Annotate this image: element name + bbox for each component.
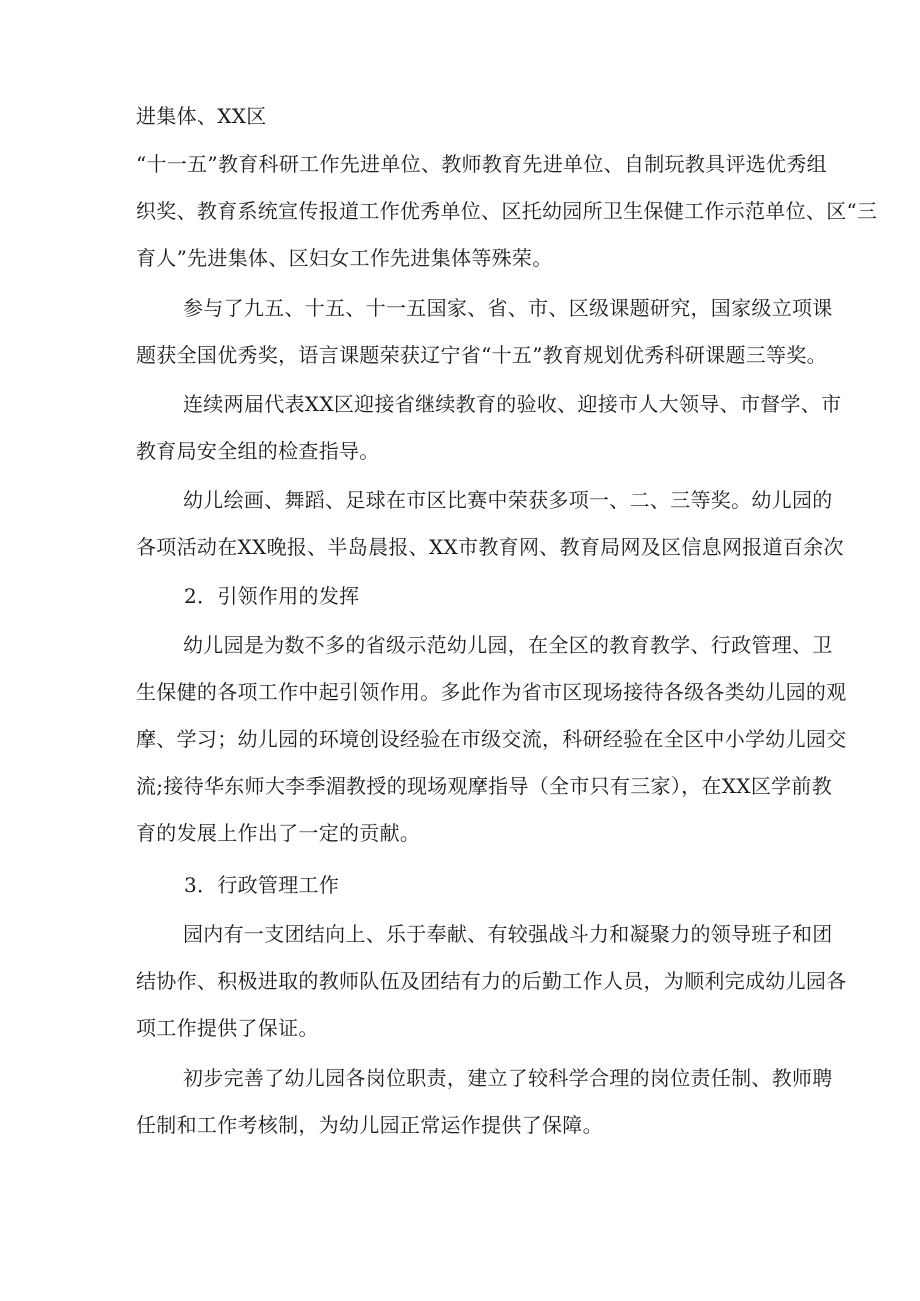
section-heading: 3．行政管理工作 <box>184 873 340 897</box>
text-line: 教育局安全组的检查指导。 <box>136 439 380 463</box>
text-line: 项工作提供了保证。 <box>136 1016 319 1040</box>
text-line: 幼儿绘画、舞蹈、足球在市区比赛中荣获多项一、二、三等奖。幼儿园的 <box>183 488 833 512</box>
text-line: 摩、学习；幼儿园的环境创设经验在市级交流，科研经验在全区中小学幼儿园交 <box>136 727 847 751</box>
text-line: 流;接待华东师大李季湄教授的现场观摩指导（全市只有三家），在XX区学前教 <box>136 774 833 798</box>
text-line: 园内有一支团结向上、乐于奉献、有较强战斗力和凝聚力的领导班子和团 <box>183 922 833 946</box>
text-line: 育的发展上作出了一定的贡献。 <box>136 821 421 845</box>
text-line: 各项活动在XX晚报、半岛晨报、XX市教育网、教育局网及区信息网报道百余次 <box>136 535 844 559</box>
text-line: 题获全国优秀奖，语言课题荣获辽宁省“十五”教育规划优秀科研课题三等奖。 <box>136 343 827 367</box>
text-line: 织奖、教育系统宣传报道工作优秀单位、区托幼园所卫生保健工作示范单位、区“三 <box>136 199 878 223</box>
section-heading: 2．引领作用的发挥 <box>184 584 360 608</box>
text-line: 参与了九五、十五、十一五国家、省、市、区级课题研究，国家级立项课 <box>183 296 833 320</box>
text-line: 生保健的各项工作中起引领作用。多此作为省市区现场接待各级各类幼儿园的观 <box>136 680 847 704</box>
text-line: 连续两届代表XX区迎接省继续教育的验收、迎接市人大领导、市督学、市 <box>183 392 842 416</box>
text-line: 幼儿园是为数不多的省级示范幼儿园，在全区的教育教学、行政管理、卫 <box>183 633 833 657</box>
text-line: 进集体、XX区 <box>136 104 267 128</box>
text-line: 任制和工作考核制，为幼儿园正常运作提供了保障。 <box>136 1113 603 1137</box>
text-line: 初步完善了幼儿园各岗位职责，建立了较科学合理的岗位责任制、教师聘 <box>183 1066 833 1090</box>
text-line: 结协作、积极进取的教师队伍及团结有力的后勤工作人员，为顺利完成幼儿园各 <box>136 969 847 993</box>
text-line: 育人”先进集体、区妇女工作先进集体等殊荣。 <box>136 246 553 270</box>
text-line: “十一五”教育科研工作先进单位、教师教育先进单位、自制玩教具评选优秀组 <box>136 152 827 176</box>
